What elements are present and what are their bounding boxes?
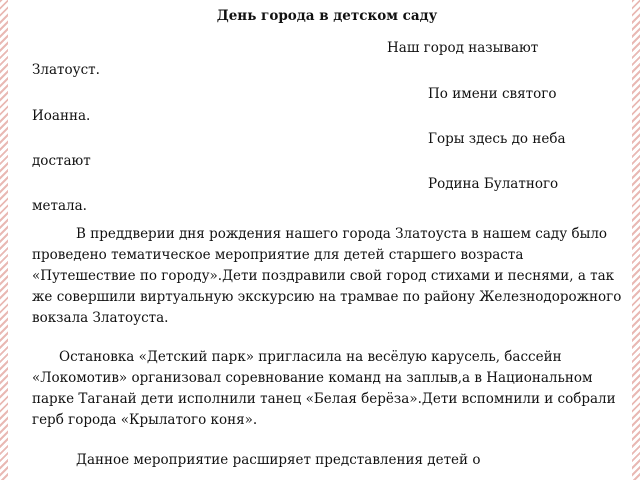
right-decorative-border — [632, 0, 640, 480]
poem-line-1: Наш город называют — [387, 40, 539, 56]
left-decorative-border — [0, 0, 8, 480]
poem-line-3: Горы здесь до неба — [428, 131, 566, 147]
poem-line-4-cont: метала. — [32, 198, 87, 214]
document-page — [32, 0, 622, 480]
poem-line-1-cont: Златоуст. — [32, 62, 100, 78]
poem-line-2: По имени святого — [428, 86, 557, 102]
poem-line-4: Родина Булатного — [428, 176, 559, 192]
paragraph-3: Данное мероприятие расширяет представления детей о — [76, 452, 481, 468]
document-title: День города в детском саду — [216, 8, 438, 24]
poem-line-2-cont: Иоанна. — [32, 108, 91, 124]
paragraph-1: В преддверии дня рождения нашего города Златоуста в нашем саду было проведено тематическое мероприятие для детей старшего возраста «Путешествие по городу».Дети поздравили свой город стихами и песнями, а так же совершили виртуальную экскурсию на трамвае по району Железнодорожного вокзала Златоуста. — [32, 226, 622, 326]
poem-line-3-cont: достают — [32, 153, 91, 169]
paragraph-2: Остановка «Детский парк» пригласила на весёлую карусель, бассейн «Локомотив» организовал соревнование команд на заплыв,а в Национальном парке Таганай дети исполнили танец «Белая берёза».Дети вспомнили и собрали герб города «Крылатого коня». — [32, 349, 616, 428]
